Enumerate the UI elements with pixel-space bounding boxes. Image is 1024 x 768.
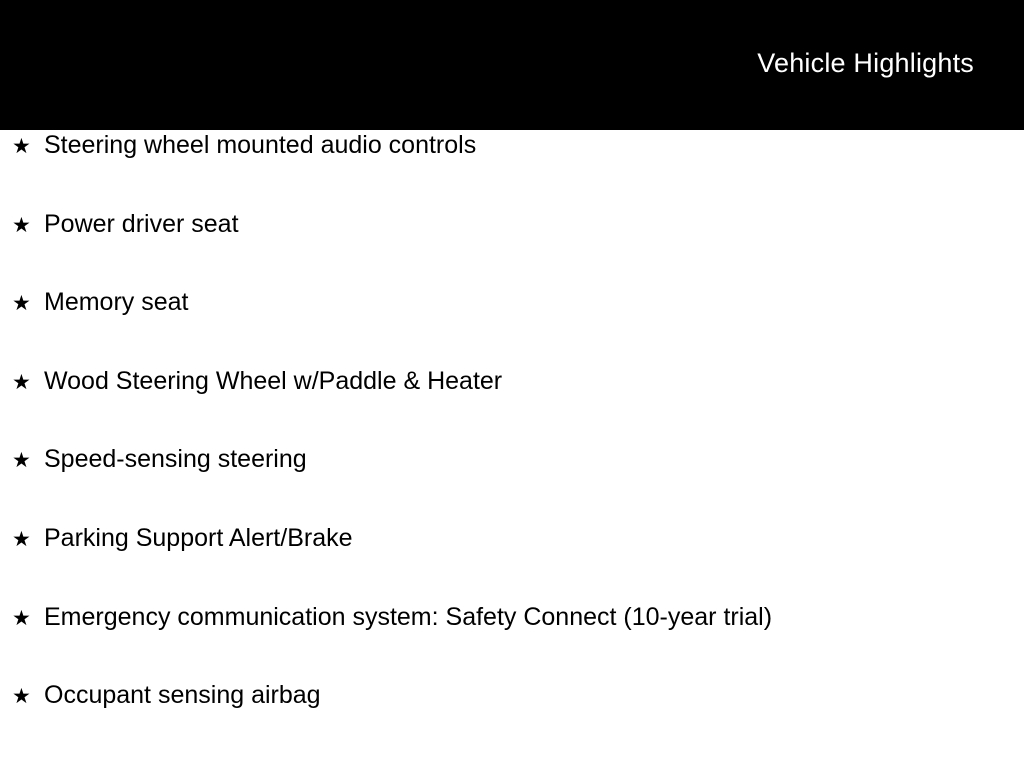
vehicle-highlights-list xyxy=(0,130,1024,759)
list-item xyxy=(0,444,1024,523)
list-item-label: Steering wheel mounted audio controls xyxy=(44,131,477,159)
list-item xyxy=(0,680,1024,759)
list-item-label: Wood Steering Wheel w/Paddle & Heater xyxy=(44,366,503,395)
list-item-label: Power driver seat xyxy=(44,209,239,238)
list-item xyxy=(0,130,1024,209)
star-icon: ★ xyxy=(12,606,31,630)
star-icon: ★ xyxy=(12,449,31,473)
star-icon: ★ xyxy=(12,370,31,394)
star-icon: ★ xyxy=(12,213,31,237)
header-bar xyxy=(0,0,1024,130)
list-item-label: Occupant sensing airbag xyxy=(44,681,321,710)
star-icon: ★ xyxy=(12,527,31,551)
list-item-label: Memory seat xyxy=(44,288,189,317)
list-item xyxy=(0,602,1024,681)
list-item-label: Parking Support Alert/Brake xyxy=(44,523,353,552)
star-icon: ★ xyxy=(12,292,31,316)
list-item xyxy=(0,287,1024,366)
list-item xyxy=(0,366,1024,445)
list-item-label: Speed-sensing steering xyxy=(44,445,307,474)
star-icon: ★ xyxy=(12,135,31,158)
list-item xyxy=(0,209,1024,288)
list-item xyxy=(0,523,1024,602)
star-icon: ★ xyxy=(12,685,31,709)
list-item-label: Emergency communication system: Safety Connect (10-year trial) xyxy=(44,602,773,631)
page-title: Vehicle Highlights xyxy=(757,48,974,78)
